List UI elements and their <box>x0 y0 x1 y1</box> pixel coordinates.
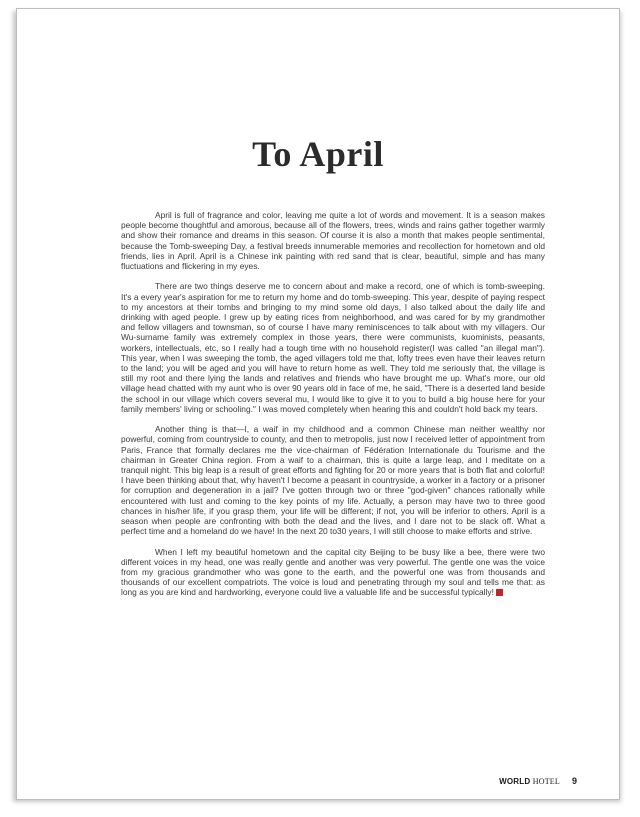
article-paragraph-text: When I left my beautiful hometown and the capital city Beijing to be busy like a bee, there were two different voices in my head, one was really gentle and another was very powerful. The gentle one was the voice from my gracious grandmother who was gone to the earth, and the powerful one was from thousands and thousands of our excellent compatriots. The voice is loud and penetrating through my soul and tells me that: as long as you are kind and hardworking, everyone could live a valuable life and be successful typically! <box>121 546 545 598</box>
magazine-page <box>16 8 620 800</box>
article-paragraph-last <box>121 547 545 598</box>
end-of-article-mark-icon <box>496 589 503 596</box>
page-footer <box>499 776 577 786</box>
article-title: To April <box>252 134 384 174</box>
article-paragraph: Another thing is that—I, a waif in my childhood and a common Chinese man neither wealthy nor powerful, coming from countryside to county, and then to metropolis, just now I received letter of appointment from Paris, France that formally declares me the vice-chairman of Fédération Internationale du Tourisme and the chairman in Greater China region. From a waif to a chairman, this is quite a large leap, and I meditate on a tranquil night. This big leap is a result of great efforts and fighting for 20 or more years that is both flat and colorful! I have been thinking about that, why haven't I become a peasant in countryside, a worker in a factory or a prisoner for corruption and degeneration in a jail? I've gotten through two or three "god-given" chances rationally while encountered with lust and coming to the key points of my life. Actually, a person may have two to three good chances in his/her life, if you grasp them, your life will be different; if not, you will be inferior to others. April is a season when people are confronting with both the dead and the lives, and I dare not to be slack off. What a perfect time and a homeland do we have! In the next 20 to30 years, I will still choose to make efforts and strive. <box>121 424 545 537</box>
article-body <box>121 210 545 608</box>
brand-name-light: HOTEL <box>532 777 560 786</box>
magazine-brand <box>499 777 560 786</box>
article-paragraph: There are two things deserve me to concern about and make a record, one of which is tomb-sweeping. It's a every year's aspiration for me to return my home and do tomb-sweeping. This year, despite of paying respect to my ancestors at their tombs and bringing to my mind some old days, I also talked about the daily life and drinking with aged people. I grew up by eating rices from neighborhood, and was cared for by my grandmother and fellow villagers and townsman, so of course I have many reminiscences to talk about with my villagers. Our Wu-surname family was extremely complex in those years, there were communists, kuominists, peasants, workers, intellectuals, etc, so I really had a tough time with no household register(I was called "an illegal man"). This year, when I was sweeping the tomb, the aged villagers told me that, lofty trees even have their leaves return to the land; you will be aged and you will have to return home as well. They told me seriously that, the village is still my root and there lying the lands and relatives and friends who have brought me up. What's more, our old village head chatted with my aunt who is over 90 years old in face of me, he said, "There is a deserted land beside the school in our village which covers several mu, I would like to give it to you to build a big house here for your family members' living or schooling." I was moved completely when hearing this and couldn't hold back my tears. <box>121 281 545 414</box>
brand-name-strong: WORLD <box>499 777 531 786</box>
page-number: 9 <box>571 776 577 786</box>
article-paragraph: April is full of fragrance and color, leaving me quite a lot of words and movement. It is a season makes people become thoughtful and amorous, because all of the flowers, trees, winds and rains gather together warmly and show their romance and dreams in this season. Of course it is also a month that makes people sentimental, because the Tomb-sweeping Day, a festival breeds innumerable memories and recollection for hometown and old friends, lies in April. April is a Chinese ink painting with red sand that is clear, beautiful, simple and has many fluctuations and flickering in my eyes. <box>121 210 545 272</box>
